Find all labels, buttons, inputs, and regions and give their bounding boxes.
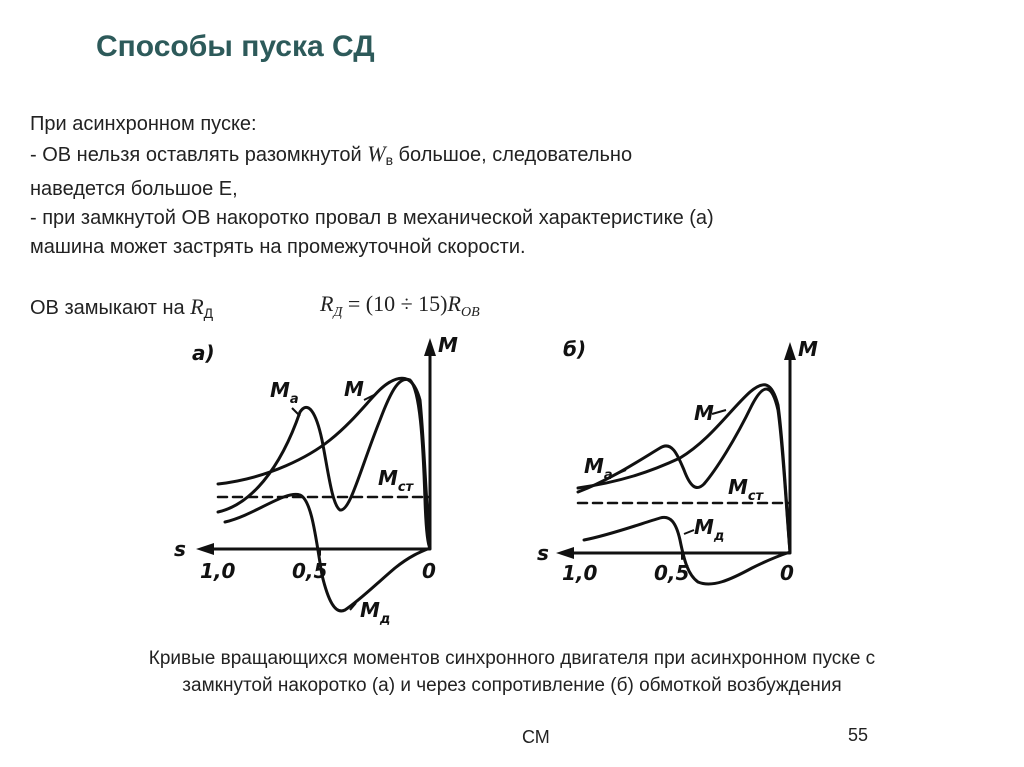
page-number: 55 xyxy=(848,725,869,745)
diagram-b-m-axis-arrow xyxy=(784,342,796,360)
diagram-b-label-ma-m: M xyxy=(584,454,604,478)
diagram-a-label-ma-m: M xyxy=(270,378,290,402)
formula-r2-sub: ОВ xyxy=(460,305,480,320)
diagram-b-leader-m xyxy=(712,410,726,414)
diagram-b-label-m: M xyxy=(694,401,714,425)
diagram-b-tick-1: 1,0 xyxy=(562,561,598,585)
diagram-a-label-md xyxy=(360,598,390,627)
diagram-b-label-ma xyxy=(584,454,613,483)
diagram-a-tick-05-label: 0,5 xyxy=(292,559,328,583)
diagram-b-axis-s: s xyxy=(537,541,549,565)
diagram-a-label-m: M xyxy=(344,377,364,401)
diagram-b-label-ma-sub: а xyxy=(603,468,613,483)
symbol-w: W xyxy=(367,141,386,166)
diagram-a-m-axis-arrow xyxy=(424,338,436,356)
text-line-2-post: большое, следовательно xyxy=(393,144,633,166)
caption-line-2: замкнутой накоротко (а) и через сопротивление (б) обмоткой возбуждения xyxy=(182,675,842,696)
diagram-b-tick-05-label: 0,5 xyxy=(654,561,690,585)
formula-r2: R xyxy=(447,291,461,316)
text-line-3: наведется большое Е, xyxy=(30,178,238,200)
ov-line-pre: ОВ замыкают на xyxy=(30,297,191,319)
diagram-a-label-mst-m: M xyxy=(378,466,398,490)
diagram-b-axis-m: M xyxy=(798,337,818,361)
diagram-a-s-axis-arrow xyxy=(196,543,214,555)
diagram-b-leader-md xyxy=(684,530,694,534)
diagram-a-md-curve xyxy=(225,494,430,611)
symbol-w-sub: в xyxy=(385,152,393,168)
footer-label: СМ xyxy=(522,727,550,747)
diagram-b-s-axis-arrow xyxy=(556,547,574,559)
symbol-r-sub: Д xyxy=(203,305,214,321)
diagram-b-label-md-m: M xyxy=(694,515,714,539)
text-line-5: машина может застрять на промежуточной скорости. xyxy=(30,236,526,258)
diagram-b-label-mst-sub: ст xyxy=(747,489,764,504)
text-line-2-pre: - ОВ нельзя оставлять разомкнутой xyxy=(30,144,368,166)
caption-line-1: Кривые вращающихся моментов синхронного двигателя при асинхронном пуске с xyxy=(148,648,876,669)
diagram-a-label-ma xyxy=(270,378,299,407)
diagram-b-panel-label: б) xyxy=(563,337,587,361)
page-title: Способы пуска СД xyxy=(96,30,375,63)
diagram-a-label-ma-sub: а xyxy=(289,392,299,407)
diagram-a-m-curve xyxy=(218,378,430,548)
diagram-b-tick-0: 0 xyxy=(780,561,794,585)
text-line-1: При асинхронном пуске: xyxy=(30,113,257,135)
diagram-a-label-mst-sub: ст xyxy=(397,480,414,495)
figure-caption xyxy=(0,645,1024,699)
diagram-a-axis-m: M xyxy=(438,333,458,357)
formula-r-sub: Д xyxy=(333,305,343,320)
symbol-r: R xyxy=(190,294,204,319)
diagram-b-label-mst-m: M xyxy=(728,475,748,499)
diagram-a-label-md-m: M xyxy=(360,598,380,622)
diagram-b-label-md xyxy=(694,515,724,544)
formula-r: R xyxy=(320,291,334,316)
diagram-a-ma-curve xyxy=(218,379,430,548)
diagram-a-tick-0: 0 xyxy=(422,559,436,583)
diagram-a-axis-s: s xyxy=(174,537,186,561)
diagram-a-label-mst xyxy=(378,466,415,495)
diagram-b-label-mst xyxy=(728,475,765,504)
diagram-a-panel-label: а) xyxy=(192,341,215,365)
diagram-a-label-md-sub: д xyxy=(379,612,391,627)
diagram-b-label-md-sub: д xyxy=(713,529,725,544)
diagram-a-tick-1: 1,0 xyxy=(200,559,236,583)
text-line-4: - при замкнутой ОВ накоротко провал в механической характеристике (а) xyxy=(30,207,714,229)
formula-rhs: = (10 ÷ 15) xyxy=(342,291,448,316)
